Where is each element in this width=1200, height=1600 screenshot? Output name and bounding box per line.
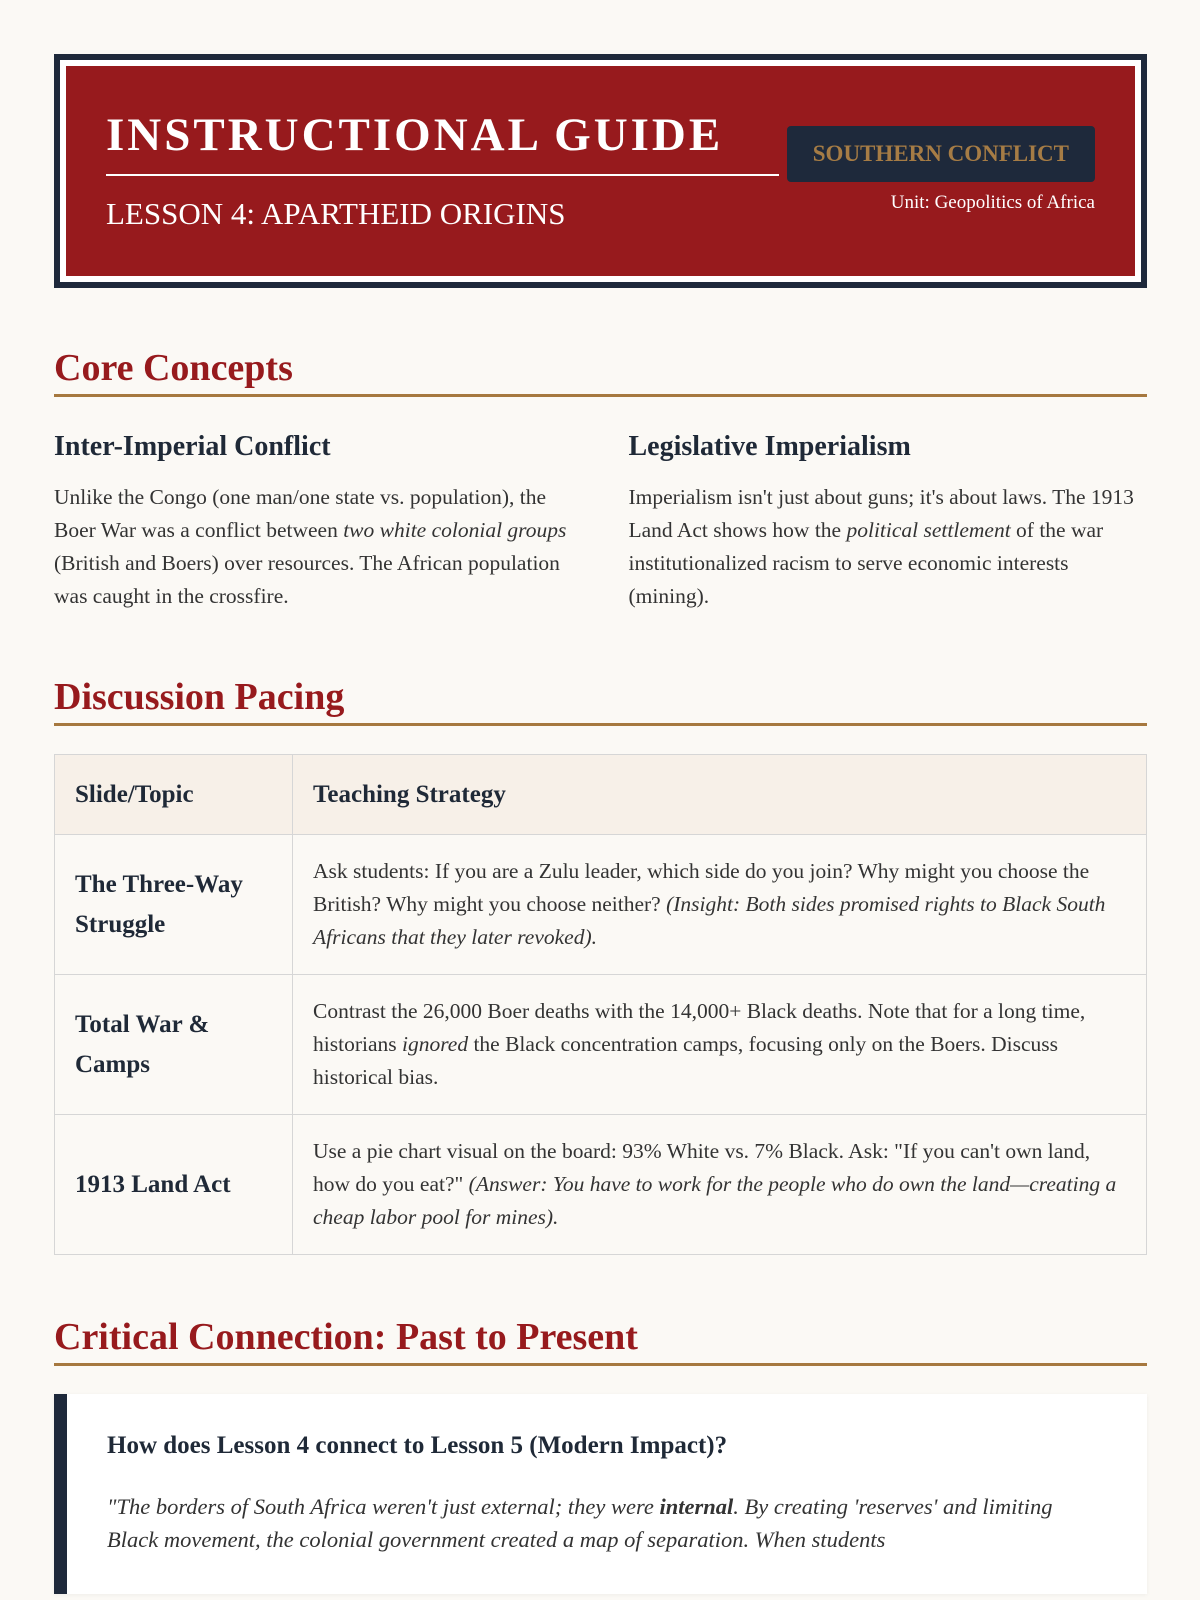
concept-text: Unlike the Congo (one man/one state vs. population), the Boer War was a conflict between two white colonial groups (British and Boers) over resources. The African population was caught in the crossfire. <box>54 485 567 608</box>
guide-title: INSTRUCTIONAL GUIDE <box>106 106 779 176</box>
connection-callout <box>54 1394 1147 1594</box>
concept-card <box>54 431 573 613</box>
header-banner <box>54 54 1147 288</box>
page <box>54 54 1147 1594</box>
pacing-table <box>54 754 1147 1255</box>
topic-badge: SOUTHERN CONFLICT <box>787 126 1095 182</box>
callout-quote: "The borders of South Africa weren't just external; they were internal. By creating 'reserves' and limiting Black movement, the colonial government created a map of separation. When students <box>107 1494 1053 1552</box>
column-header: Slide/Topic <box>55 755 293 835</box>
column-header: Teaching Strategy <box>293 755 1147 835</box>
concept-card <box>629 431 1148 613</box>
callout-question: How does Lesson 4 connect to Lesson 5 (Modern Impact)? <box>107 1432 728 1459</box>
table-row: Total War & Camps Contrast the 26,000 Boer deaths with the 14,000+ Black deaths. Note that for a long time, historians ignored the Black concentration camps, focusing only on the Boers. Discuss historical bias. <box>55 975 1147 1115</box>
section-heading-connection: Critical Connection: Past to Present <box>54 1315 1147 1366</box>
concept-title: Inter-Imperial Conflict <box>54 431 331 462</box>
table-row: The Three-Way Struggle Ask students: If you are a Zulu leader, which side do you join? Why might you choose the British? Why might you choose neither? (Insight: Both sides promised rights to Black South Africans that they later revoked). <box>55 835 1147 975</box>
concept-title: Legislative Imperialism <box>628 431 911 462</box>
concept-text: Imperialism isn't just about guns; it's about laws. The 1913 Land Act shows how the political settlement of the war institutionalized racism to serve economic interests (mining). <box>628 485 1134 608</box>
table-row: 1913 Land Act Use a pie chart visual on the board: 93% White vs. 7% Black. Ask: "If you can't own land, how do you eat?" (Answer: You have to work for the people who do own the land—creating a cheap labor pool for mines). <box>55 1115 1147 1255</box>
unit-label: Unit: Geopolitics of Africa <box>890 192 1095 213</box>
section-heading-core: Core Concepts <box>54 346 1147 397</box>
lesson-title: LESSON 4: APARTHEID ORIGINS <box>106 196 566 231</box>
section-heading-pacing: Discussion Pacing <box>54 675 1147 726</box>
